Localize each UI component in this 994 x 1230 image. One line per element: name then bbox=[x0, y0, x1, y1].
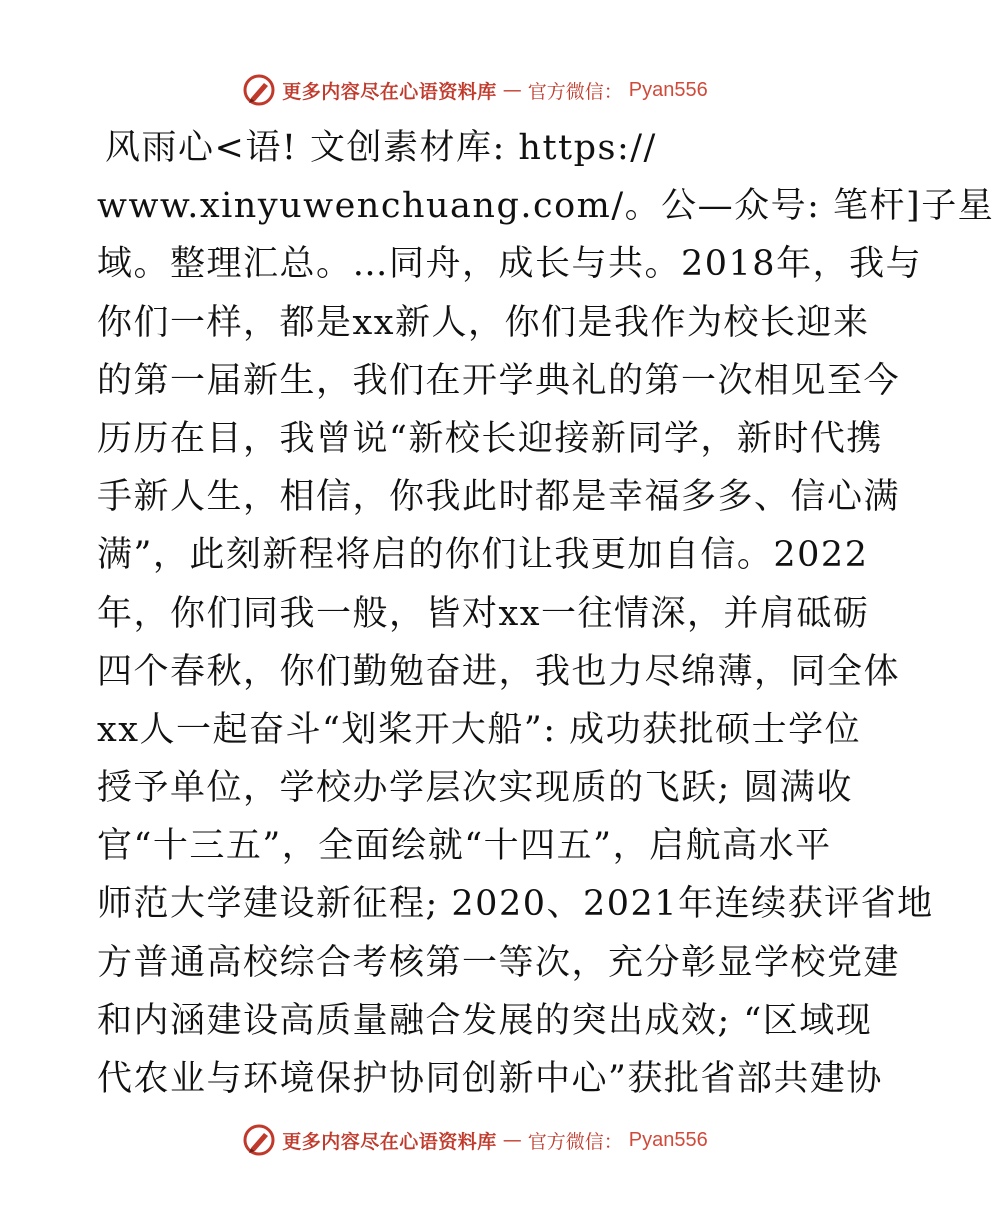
wechat-label: 官方微信： bbox=[527, 1130, 623, 1153]
text-line: 四个春秋，你们勤勉奋进，我也力尽绵薄，同全体 bbox=[97, 651, 901, 692]
wechat-label: 官方微信： bbox=[527, 80, 623, 103]
wechat-id: Pyan556 bbox=[628, 1128, 708, 1151]
footer-banner bbox=[0, 1120, 950, 1160]
text-line: 年，你们同我一般，皆对xx一往情深，并肩砥砺 bbox=[97, 593, 870, 634]
text-line: 手新人生，相信，你我此时都是幸福多多、信心满 bbox=[97, 477, 901, 518]
text-line: 官“十三五”，全面绘就“十四五”，启航高水平 bbox=[97, 826, 832, 867]
banner-text: 更多内容尽在心语资料库 bbox=[282, 1130, 497, 1153]
text-line: www.xinyuwenchuang.com/。公—众号: 笔杆]子星 bbox=[97, 186, 994, 227]
wechat-id: Pyan556 bbox=[628, 78, 708, 101]
text-line: 和内涵建设高质量融合发展的突出成效; “区域现 bbox=[97, 1000, 873, 1041]
text-line: 你们一样，都是xx新人，你们是我作为校长迎来 bbox=[97, 302, 870, 343]
text-line: 风雨心<语! 文创素材库: https:// bbox=[105, 128, 657, 168]
text-line: 代农业与环境保护协同创新中心”获批省部共建协 bbox=[97, 1059, 883, 1099]
text-line: 的第一届新生，我们在开学典礼的第一次相见至今 bbox=[97, 360, 901, 401]
text-line: 方普通高校综合考核第一等次，充分彰显学校党建 bbox=[97, 942, 901, 983]
banner-separator: — bbox=[502, 79, 522, 101]
header-banner bbox=[0, 70, 950, 110]
banner-text: 更多内容尽在心语资料库 bbox=[282, 80, 497, 103]
text-line: 满”，此刻新程将启的你们让我更加自信。2022 bbox=[97, 535, 869, 576]
text-line: 历历在目，我曾说“新校长迎接新同学，新时代携 bbox=[97, 418, 883, 459]
text-line: 师范大学建设新征程; 2020、2021年连续获评省地 bbox=[97, 884, 934, 925]
document-body bbox=[97, 125, 994, 1114]
pen-logo-icon bbox=[242, 1123, 276, 1157]
text-line: 域。整理汇总。…同舟，成长与共。2018年，我与 bbox=[97, 244, 923, 285]
banner-separator: — bbox=[502, 1129, 522, 1151]
text-line: 授予单位，学校办学层次实现质的飞跃; 圆满收 bbox=[97, 768, 853, 809]
text-line: xx人一起奋斗“划桨开大船”: 成功获批硕士学位 bbox=[97, 709, 862, 750]
pen-logo-icon bbox=[242, 73, 276, 107]
